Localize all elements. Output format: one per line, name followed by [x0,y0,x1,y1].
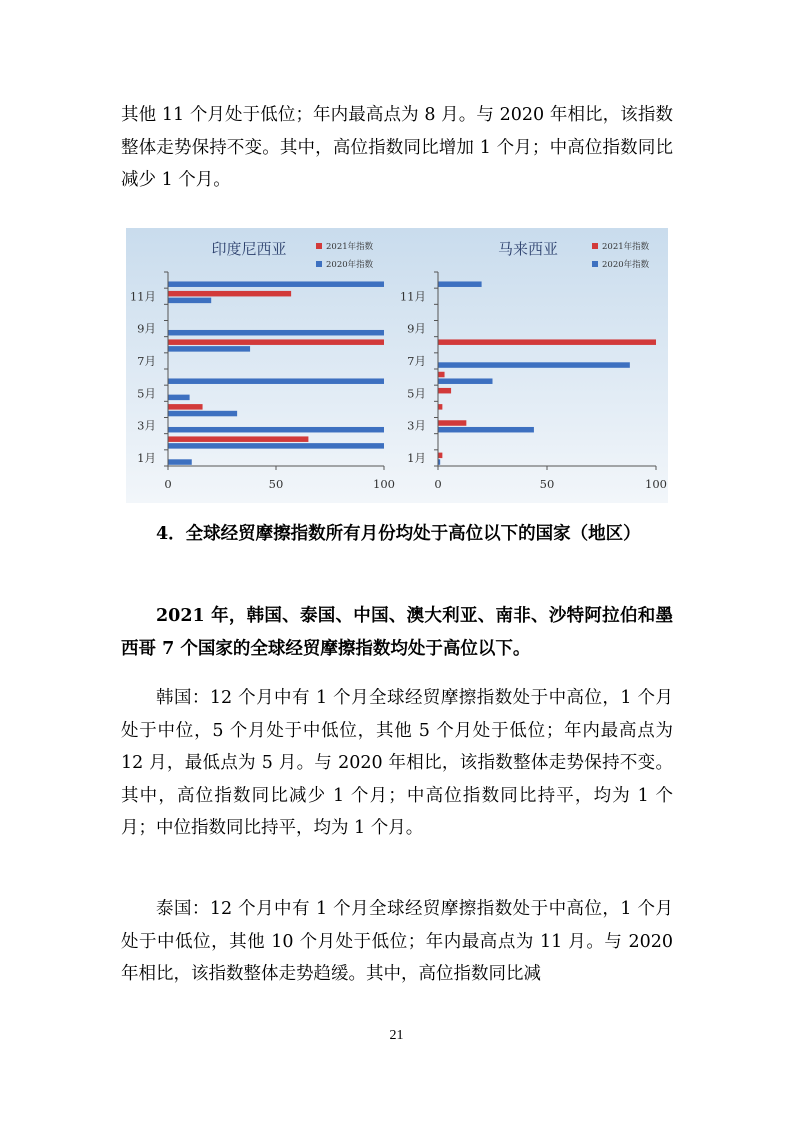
indonesia-bar-2021-8 [168,339,384,345]
malaysia-y-tick-label: 7月 [407,353,426,368]
indonesia-bar-2020-11 [168,298,211,304]
indonesia-bar-2020-3 [168,427,384,433]
malaysia-bar-2020-6 [438,378,493,384]
malaysia-legend-swatch-2 [592,261,598,267]
indonesia-y-tick-label: 11月 [129,289,156,304]
indonesia-bar-2020-6 [168,378,384,384]
malaysia-bar-2020-12 [438,281,482,287]
indonesia-x-tick-label: 100 [373,477,395,491]
malaysia-y-tick-label: 1月 [407,450,426,465]
malaysia-bar-2021-4 [438,404,442,410]
malaysia-legend-label-2: 2020年指数 [602,260,650,270]
page-number: 21 [389,1028,404,1043]
indonesia-bar-2020-9 [168,330,384,336]
malaysia-bar-2020-7 [438,362,630,368]
indonesia-legend-swatch-2 [316,261,322,267]
malaysia-chart-title: 马来西亚 [497,240,559,258]
indonesia-chart-title: 印度尼西亚 [211,240,287,258]
malaysia-bar-2021-3 [438,420,466,426]
malaysia-bar-2021-8 [438,339,656,345]
indonesia-bar-2021-11 [168,291,291,297]
section-heading: 4．全球经贸摩擦指数所有月份均处于高位以下的国家（地区） [156,524,641,544]
indonesia-legend-label-1: 2021年指数 [326,242,374,252]
malaysia-bar-2020-3 [438,427,534,433]
indonesia-y-tick-label: 1月 [137,450,156,465]
indonesia-bar-2021-4 [168,404,203,410]
malaysia-x-tick-label: 0 [434,477,442,491]
malaysia-x-tick-label: 50 [539,477,555,491]
indonesia-bar-2021-2 [168,436,308,442]
indonesia-bar-2020-2 [168,443,384,449]
indonesia-y-tick-label: 3月 [137,418,156,433]
malaysia-bar-2021-1 [438,453,442,459]
malaysia-x-tick-label: 100 [645,477,667,491]
malaysia-y-tick-label: 9月 [407,321,426,336]
indonesia-y-tick-label: 9月 [137,321,156,336]
indonesia-legend-swatch-1 [316,243,322,249]
indonesia-y-tick-label: 7月 [137,353,156,368]
malaysia-y-tick-label: 11月 [399,289,426,304]
paragraph-indonesia-end: 其他 11 个月处于低位；年内最高点为 8 月。与 2020 年相比，该指数整体走势保持不变。其中，高位指数同比增加 1 个月；中高位指数同比减少 1 个月。 [121,105,673,190]
malaysia-y-tick-label: 5月 [407,386,426,401]
paragraph-thailand: 泰国：12 个月中有 1 个月全球经贸摩擦指数处于中高位，1 个月处于中低位，其他 10 个月处于低位；年内最高点为 11 月。与 2020 年相比，该指数整体走势趋缓。其中，高位指数同比减 [121,899,673,984]
malaysia-bar-2021-6 [438,372,445,378]
indonesia-bar-2020-4 [168,411,237,417]
summary-paragraph: 2021 年，韩国、泰国、中国、澳大利亚、南非、沙特阿拉伯和墨西哥 7 个国家的全球经贸摩擦指数均处于高位以下。 [121,606,673,659]
paragraph-korea: 韩国：12 个月中有 1 个月全球经贸摩擦指数处于中高位，1 个月处于中位，5 个月处于中低位，其他 5 个月处于低位；年内最高点为 12 月，最低点为 5 月。与 2020 年相比，该指数整体走势保持不变。其中，高位指数同比减少 1 个月；中高位指数同比持平，均为 1 个月；中位指数同比持平，均为 1 个月。 [121,688,673,838]
indonesia-bar-2020-8 [168,346,250,352]
malaysia-bar-2021-5 [438,388,451,394]
indonesia-x-tick-label: 50 [268,477,284,491]
malaysia-y-tick-label: 3月 [407,418,426,433]
indonesia-legend-label-2: 2020年指数 [326,260,374,270]
indonesia-bar-2020-12 [168,281,384,287]
indonesia-bar-2020-5 [168,395,190,401]
malaysia-legend-label-1: 2021年指数 [602,242,650,252]
indonesia-x-tick-label: 0 [164,477,172,491]
indonesia-y-tick-label: 5月 [137,386,156,401]
malaysia-legend-swatch-1 [592,243,598,249]
indonesia-bar-2020-1 [168,459,192,465]
chart-panel [126,228,668,503]
